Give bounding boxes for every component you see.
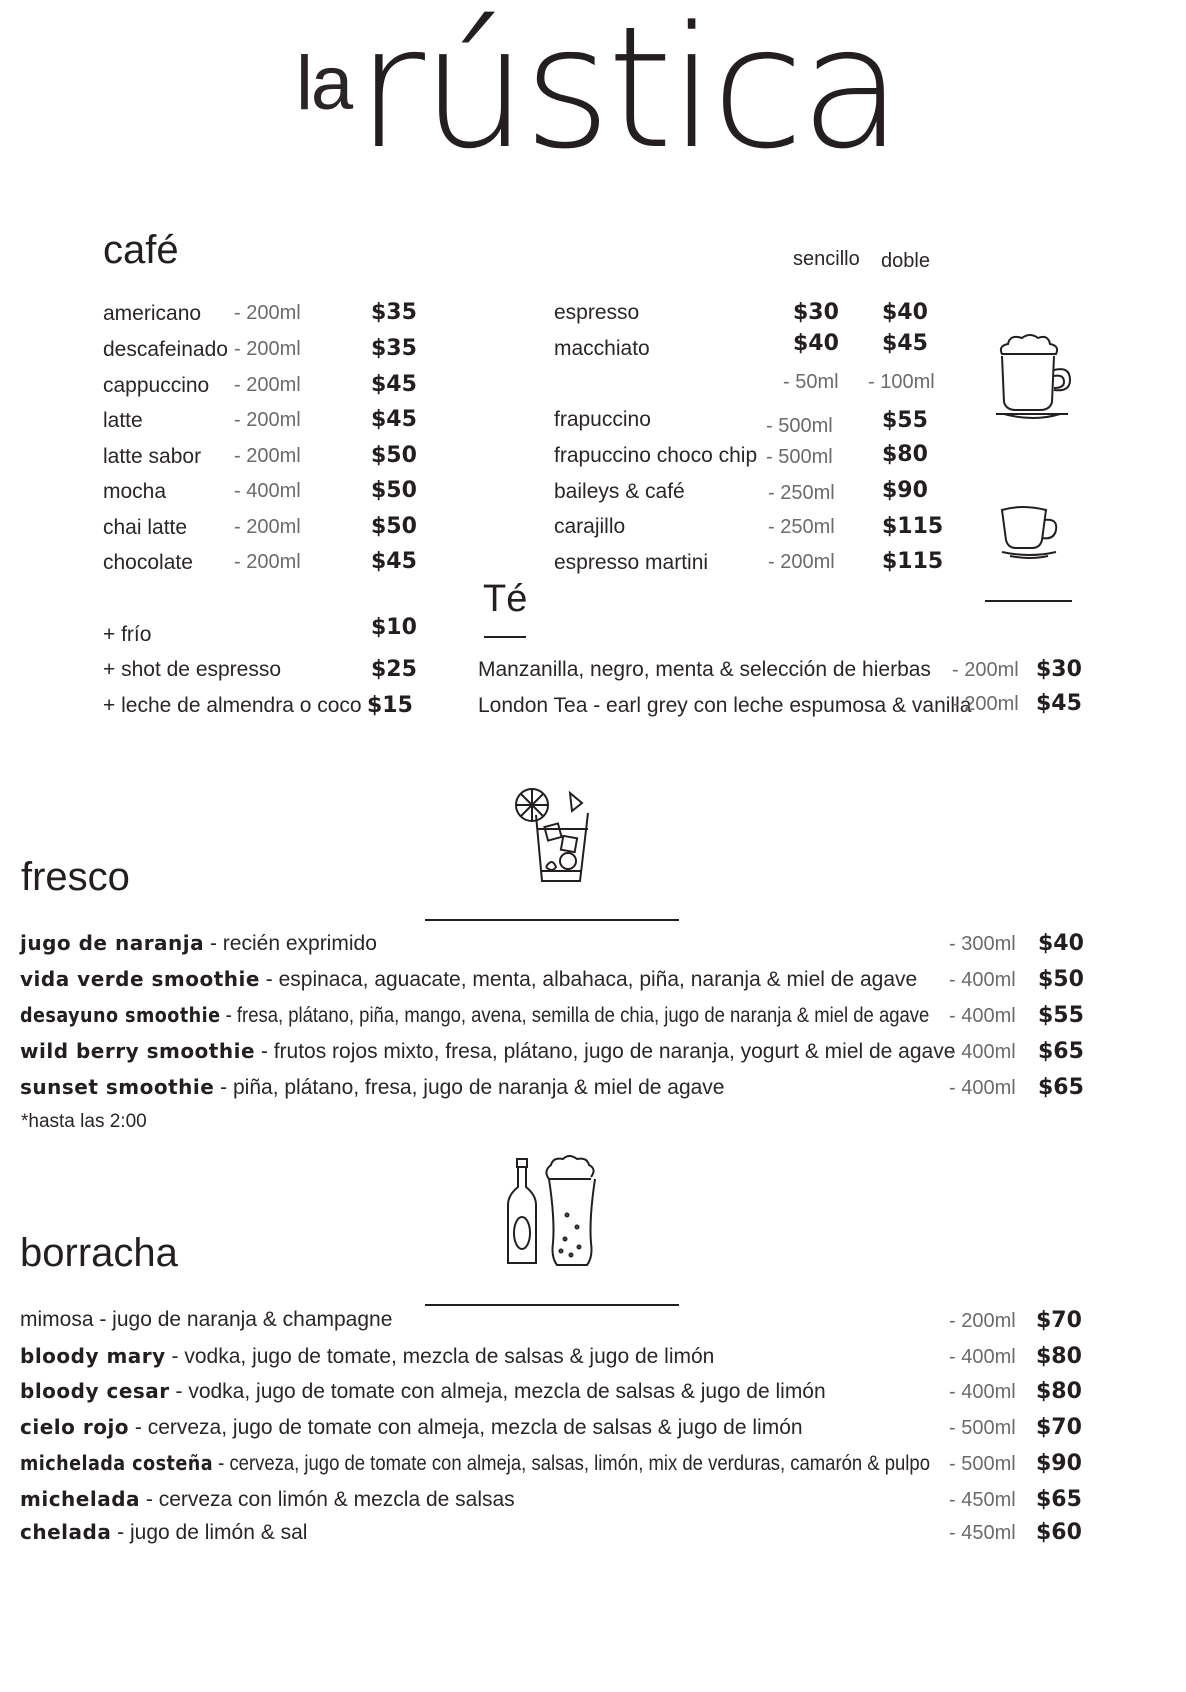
borracha-row	[20, 1415, 803, 1440]
borracha-item-size: - 450ml	[949, 1489, 1016, 1511]
beer-bottle-glass-icon	[505, 1155, 605, 1270]
borracha-item-desc: - jugo de limón & sal	[111, 1521, 308, 1544]
fresco-item-size: - 400ml	[949, 1041, 1016, 1063]
special-size: - 200ml	[768, 551, 835, 573]
espresso-double-size: - 100ml	[868, 371, 935, 393]
borracha-item-size: - 400ml	[949, 1381, 1016, 1403]
special-price: $80	[882, 442, 928, 467]
cafe-item-name: chai latte	[103, 516, 188, 539]
te-item-name: Manzanilla, negro, menta & selección de hierbas	[478, 658, 931, 681]
borracha-divider	[425, 1304, 679, 1306]
macchiato-double-price: $45	[882, 331, 928, 356]
cafe-item-size: - 200ml	[234, 409, 301, 431]
fresco-item-name: sunset smoothie	[20, 1075, 215, 1099]
borracha-item-size: - 450ml	[949, 1522, 1016, 1544]
fresco-item-name: desayuno smoothie	[20, 1003, 221, 1027]
cafe-item-size: - 200ml	[234, 445, 301, 467]
borracha-item-desc: - cerveza, jugo de tomate con almeja, mezcla de salsas & jugo de limón	[129, 1416, 803, 1439]
fresco-item-desc: - piña, plátano, fresa, jugo de naranja & miel de agave	[214, 1076, 725, 1099]
borracha-row	[20, 1379, 826, 1404]
borracha-item-price: $65	[1036, 1487, 1082, 1512]
col-double-header: doble	[881, 250, 930, 272]
cafe-divider	[985, 600, 1072, 602]
borracha-item-desc: - cerveza con limón & mezcla de salsas	[140, 1488, 515, 1511]
borracha-item-price: $80	[1036, 1344, 1082, 1369]
te-item-price: $45	[1036, 691, 1082, 716]
logo-name: rústica	[356, 0, 899, 186]
logo-prefix: la	[296, 41, 352, 126]
fresco-item-desc: - espinaca, aguacate, menta, albahaca, piña, naranja & miel de agave	[259, 968, 918, 991]
borracha-row	[20, 1487, 515, 1512]
cafe-item-size: - 400ml	[234, 480, 301, 502]
fresco-item-desc: - frutos rojos mixto, fresa, plátano, jugo de naranja, yogurt & miel de agave	[255, 1040, 956, 1063]
cafe-item-name: americano	[103, 302, 202, 325]
fresco-row	[20, 1075, 725, 1100]
special-price: $90	[882, 478, 928, 503]
cafe-item-size: - 200ml	[234, 374, 301, 396]
extra-name: + leche de almendra o coco	[103, 694, 362, 717]
cafe-item-price: $45	[371, 549, 417, 574]
special-size: - 500ml	[766, 415, 833, 437]
fresco-row	[20, 1003, 1053, 1028]
borracha-item-price: $60	[1036, 1520, 1082, 1545]
borracha-row	[20, 1308, 392, 1332]
cafe-item-size: - 200ml	[234, 338, 301, 360]
cafe-title: café	[103, 228, 179, 272]
special-price: $55	[882, 408, 928, 433]
borracha-item-size: - 400ml	[949, 1346, 1016, 1368]
special-size: - 250ml	[768, 516, 835, 538]
borracha-item-price: $90	[1036, 1451, 1082, 1476]
borracha-row	[20, 1520, 307, 1545]
te-underline	[484, 636, 526, 638]
cafe-item-price: $35	[371, 336, 417, 361]
cafe-item-name: chocolate	[103, 551, 193, 574]
borracha-row	[20, 1451, 1054, 1476]
fresco-item-price: $65	[1038, 1075, 1084, 1100]
extra-price: $25	[371, 657, 417, 682]
borracha-item-name: mimosa	[20, 1308, 94, 1331]
fresco-item-size: - 300ml	[949, 933, 1016, 955]
te-item-name: London Tea - earl grey con leche espumosa & vanilla	[478, 694, 972, 717]
borracha-item-name: chelada	[20, 1520, 112, 1544]
cafe-item-price: $45	[371, 372, 417, 397]
special-name: baileys & café	[554, 480, 685, 503]
cafe-item-name: descafeinado	[103, 338, 228, 361]
borracha-item-name: bloody cesar	[20, 1379, 170, 1403]
fresco-row	[20, 1039, 955, 1064]
borracha-item-size: - 500ml	[949, 1453, 1016, 1475]
cafe-item-price: $50	[371, 443, 417, 468]
fresco-item-name: wild berry smoothie	[20, 1039, 256, 1063]
special-price: $115	[882, 549, 944, 574]
macchiato-single-price: $40	[793, 331, 839, 356]
borracha-item-desc: - jugo de naranja & champagne	[93, 1308, 393, 1331]
cafe-item-name: latte sabor	[103, 445, 202, 468]
special-name: espresso martini	[554, 551, 709, 574]
special-size: - 250ml	[768, 482, 835, 504]
iced-drink-icon	[510, 785, 590, 885]
borracha-item-price: $80	[1036, 1379, 1082, 1404]
borracha-item-size: - 500ml	[949, 1417, 1016, 1439]
te-title: Té	[483, 578, 528, 620]
special-size: - 500ml	[766, 446, 833, 468]
fresco-divider	[425, 919, 679, 921]
borracha-item-desc: - cerveza, jugo de tomate con almeja, salsas, limón, mix de verduras, camarón & pulpo	[213, 1452, 930, 1475]
fresco-item-desc: - fresa, plátano, piña, mango, avena, semilla de chia, jugo de naranja & miel de agave	[220, 1004, 930, 1027]
borracha-item-price: $70	[1036, 1308, 1082, 1333]
cafe-item-price: $50	[371, 514, 417, 539]
borracha-item-price: $70	[1036, 1415, 1082, 1440]
fresco-item-price: $65	[1038, 1039, 1084, 1064]
te-item-size: - 200ml	[952, 693, 1019, 715]
fresco-item-price: $55	[1038, 1003, 1084, 1028]
cafe-item-price: $35	[371, 300, 417, 325]
cafe-item-name: latte	[103, 409, 143, 432]
fresco-item-size: - 400ml	[949, 969, 1016, 991]
borracha-item-name: bloody mary	[20, 1344, 166, 1368]
extra-price: $10	[371, 615, 417, 640]
fresco-item-desc: - recién exprimido	[204, 932, 377, 955]
borracha-item-name: michelada costeña	[20, 1451, 214, 1475]
borracha-item-name: cielo rojo	[20, 1415, 130, 1439]
fresco-note: *hasta las 2:00	[21, 1111, 147, 1132]
special-name: frapuccino	[554, 408, 651, 431]
espresso-name: espresso	[554, 301, 640, 324]
fresco-row	[20, 931, 377, 956]
fresco-item-size: - 400ml	[949, 1005, 1016, 1027]
borracha-title: borracha	[20, 1231, 178, 1275]
cafe-item-name: cappuccino	[103, 374, 210, 397]
extra-name: + frío	[103, 623, 152, 646]
espresso-single-size: - 50ml	[783, 371, 839, 393]
extra-price: $15	[367, 693, 413, 718]
cafe-item-price: $50	[371, 478, 417, 503]
fresco-title: fresco	[21, 855, 130, 899]
borracha-row	[20, 1344, 714, 1369]
espresso-double-price: $40	[882, 300, 928, 325]
macchiato-name: macchiato	[554, 337, 650, 360]
cafe-item-price: $45	[371, 407, 417, 432]
cafe-item-size: - 200ml	[234, 551, 301, 573]
cafe-item-size: - 200ml	[234, 516, 301, 538]
fresco-item-size: - 400ml	[949, 1077, 1016, 1099]
espresso-single-price: $30	[793, 300, 839, 325]
col-single-header: sencillo	[793, 248, 860, 270]
fresco-row	[20, 967, 917, 992]
te-item-size: - 200ml	[952, 659, 1019, 681]
borracha-item-size: - 200ml	[949, 1310, 1016, 1332]
latte-cup-icon	[990, 332, 1080, 422]
espresso-cup-icon	[996, 502, 1066, 564]
special-name: frapuccino choco chip	[554, 444, 758, 467]
borracha-item-desc: - vodka, jugo de tomate con almeja, mezcla de salsas & jugo de limón	[169, 1380, 826, 1403]
borracha-item-name: michelada	[20, 1487, 141, 1511]
fresco-item-price: $50	[1038, 967, 1084, 992]
cafe-item-size: - 200ml	[234, 302, 301, 324]
te-item-price: $30	[1036, 657, 1082, 682]
cafe-item-name: mocha	[103, 480, 167, 503]
special-price: $115	[882, 514, 944, 539]
extra-name: + shot de espresso	[103, 658, 282, 681]
fresco-item-name: vida verde smoothie	[20, 967, 260, 991]
fresco-item-name: jugo de naranja	[20, 931, 205, 955]
fresco-item-price: $40	[1038, 931, 1084, 956]
borracha-item-desc: - vodka, jugo de tomate, mezcla de salsas & jugo de limón	[165, 1345, 715, 1368]
special-name: carajillo	[554, 515, 626, 538]
